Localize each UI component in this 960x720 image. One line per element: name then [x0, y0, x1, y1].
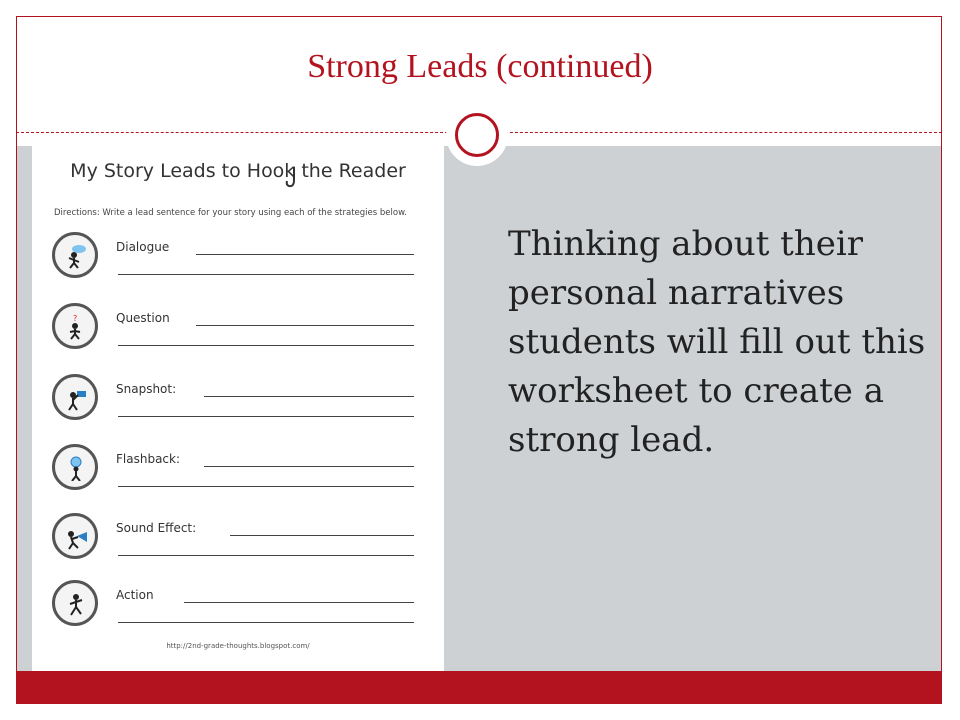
answer-line	[118, 416, 414, 417]
worksheet-label: Flashback:	[116, 452, 181, 466]
worksheet-image	[32, 146, 444, 671]
worksheet-row-sound-effect	[52, 513, 442, 569]
answer-line	[230, 535, 414, 536]
speech-bubble-icon	[52, 232, 98, 278]
worksheet-row-snapshot	[52, 374, 442, 430]
worksheet-row-action	[52, 580, 442, 636]
clock-icon	[52, 444, 98, 490]
worksheet-row-question	[52, 303, 442, 359]
megaphone-icon	[52, 513, 98, 559]
answer-line	[118, 486, 414, 487]
worksheet-label: Question	[116, 311, 170, 325]
answer-line	[196, 254, 414, 255]
worksheet-url: http://2nd-grade-thoughts.blogspot.com/	[166, 642, 310, 650]
running-figure-icon	[52, 580, 98, 626]
svg-text:?: ?	[73, 314, 78, 323]
worksheet-row-flashback	[52, 444, 442, 500]
hook-icon	[285, 166, 301, 190]
worksheet-title: My Story Leads to Hook the Reader	[70, 160, 406, 182]
answer-line	[118, 622, 414, 623]
body-text: Thinking about their personal narratives students will fill out this worksheet to create a strong lead.	[508, 224, 926, 460]
answer-line	[204, 396, 414, 397]
worksheet-directions: Directions: Write a lead sentence for your story using each of the strategies below.	[54, 208, 407, 218]
answer-line	[118, 345, 414, 346]
worksheet-row-dialogue	[52, 232, 442, 288]
answer-line	[118, 274, 414, 275]
worksheet-label: Snapshot:	[116, 382, 177, 396]
slide-title: Strong Leads (continued)	[307, 48, 653, 85]
question-icon	[52, 303, 98, 349]
answer-line	[184, 602, 414, 603]
camera-icon	[52, 374, 98, 420]
answer-line	[196, 325, 414, 326]
ring-icon	[455, 113, 499, 157]
worksheet-label: Sound Effect:	[116, 521, 197, 535]
bottom-bar	[17, 671, 941, 703]
answer-line	[204, 466, 414, 467]
worksheet-label: Action	[116, 588, 154, 602]
worksheet-label: Dialogue	[116, 240, 170, 254]
answer-line	[118, 555, 414, 556]
